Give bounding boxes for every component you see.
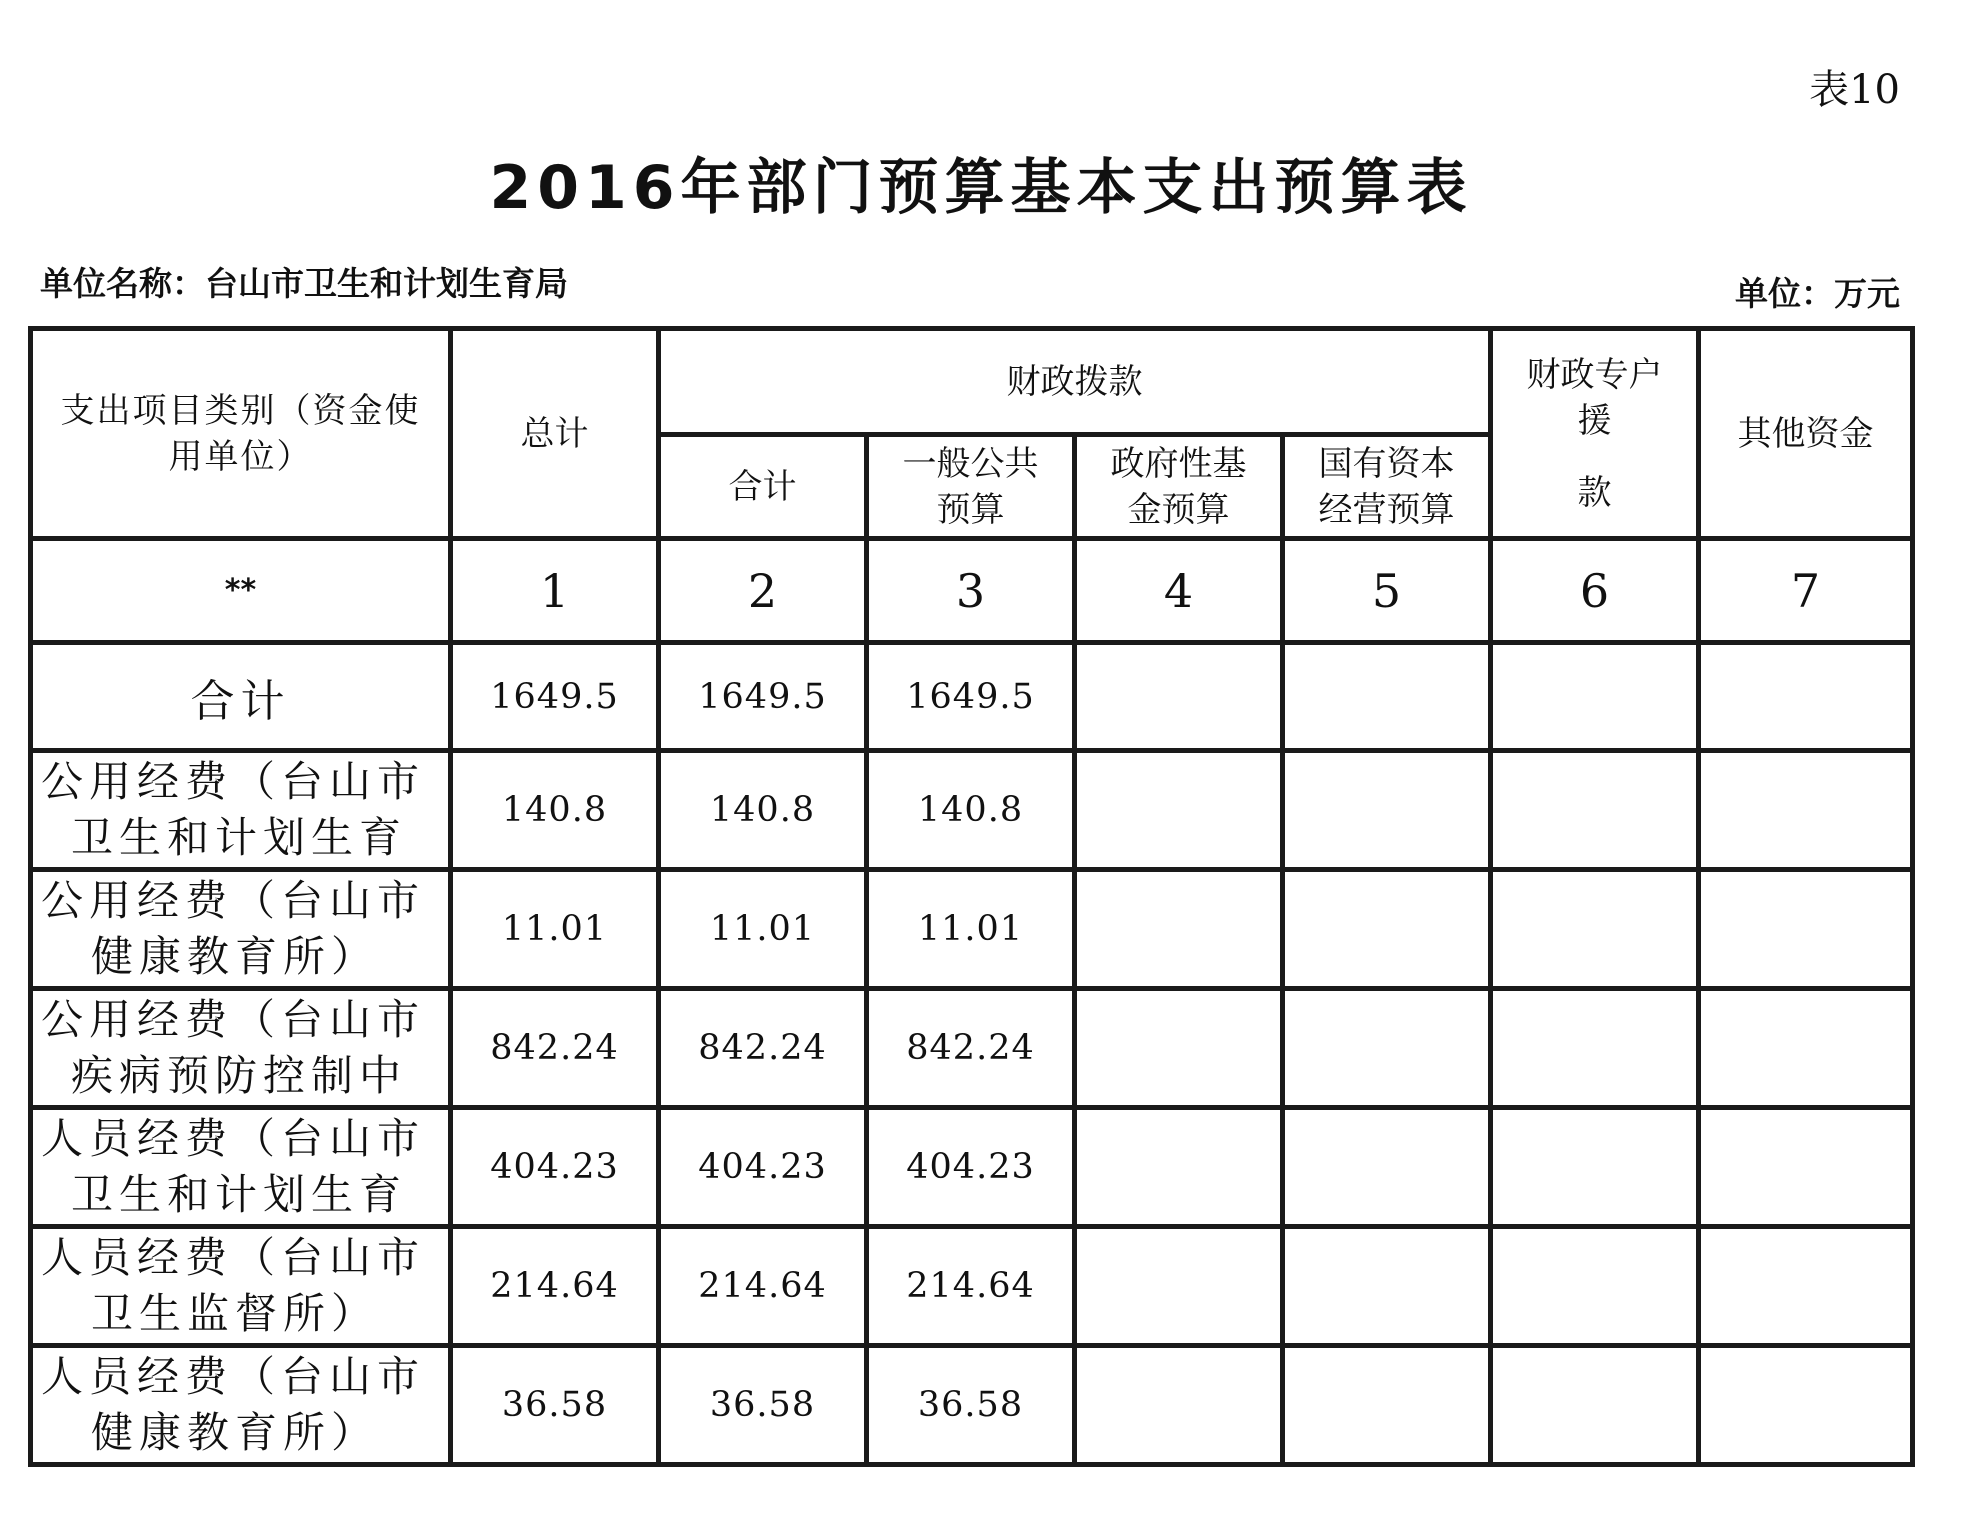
table-cell (1283, 751, 1491, 870)
table-cell: 214.64 (659, 1227, 867, 1346)
header-other-funds: 其他资金 (1699, 329, 1913, 539)
table-cell (1699, 1108, 1913, 1227)
table-cell: 36.58 (867, 1346, 1075, 1465)
table-cell: 842.24 (867, 989, 1075, 1108)
row-category-line1: 公用经费（台山市 (41, 995, 426, 1044)
table-cell (1075, 1346, 1283, 1465)
table-cell (1491, 751, 1699, 870)
total-row-label: 合计 (31, 643, 451, 751)
table-cell: 140.8 (659, 751, 867, 870)
header-state-capital-budget-line1: 国有资本 (1318, 443, 1455, 484)
index-cell: 3 (867, 539, 1075, 643)
table-row (31, 989, 1913, 1108)
table-cell (1491, 643, 1699, 751)
table-cell (1491, 1227, 1699, 1346)
index-row (31, 539, 1913, 643)
header-special-account-line3: 款 (1577, 472, 1612, 513)
table-cell (1075, 1227, 1283, 1346)
table-cell: 1649.5 (451, 643, 659, 751)
table-cell (1075, 1108, 1283, 1227)
table-cell (1283, 989, 1491, 1108)
table-cell: 842.24 (659, 989, 867, 1108)
table-cell: 404.23 (867, 1108, 1075, 1227)
table-row (31, 1227, 1913, 1346)
table-cell (1699, 643, 1913, 751)
table-cell (1283, 1346, 1491, 1465)
table-cell (1283, 1227, 1491, 1346)
header-special-account-line1: 财政专户 (1526, 354, 1663, 395)
table-cell: 1649.5 (659, 643, 867, 751)
table-row (31, 751, 1913, 870)
table-cell (1699, 870, 1913, 989)
header-fiscal-subtotal: 合计 (659, 435, 867, 539)
row-category (31, 870, 451, 989)
table-cell: 140.8 (867, 751, 1075, 870)
table-cell (1283, 870, 1491, 989)
table-cell (1283, 643, 1491, 751)
row-category-line1: 人员经费（台山市 (41, 1114, 426, 1163)
header-special-account-line2: 援 (1577, 400, 1612, 441)
header-category: 支出项目类别（资金使用单位） (31, 329, 451, 539)
total-row (31, 643, 1913, 751)
row-category-line2: 卫生和计划生育 (71, 813, 408, 862)
header-state-capital-budget-line2: 经营预算 (1318, 489, 1455, 530)
row-category-line1: 人员经费（台山市 (41, 1233, 426, 1282)
table-cell (1075, 870, 1283, 989)
index-cell: 1 (451, 539, 659, 643)
header-general-public-budget (867, 435, 1075, 539)
table-number: 表10 (1809, 67, 1900, 113)
row-category (31, 989, 451, 1108)
table-cell (1491, 989, 1699, 1108)
row-category (31, 1227, 451, 1346)
table-cell: 11.01 (867, 870, 1075, 989)
row-category-line1: 公用经费（台山市 (41, 757, 426, 806)
table-cell (1075, 989, 1283, 1108)
header-general-public-budget-line1: 一般公共 (902, 443, 1039, 484)
header-special-account (1491, 329, 1699, 539)
organization-name: 单位名称：台山市卫生和计划生育局 (40, 264, 568, 303)
row-category-line2: 疾病预防控制中 (71, 1051, 408, 1100)
index-cell: 5 (1283, 539, 1491, 643)
row-category-line2: 健康教育所） (91, 932, 380, 981)
row-category-line2: 健康教育所） (91, 1408, 380, 1457)
table-cell: 214.64 (867, 1227, 1075, 1346)
table-cell: 140.8 (451, 751, 659, 870)
row-category (31, 1108, 451, 1227)
table-cell (1699, 1346, 1913, 1465)
header-government-fund-budget-line1: 政府性基 (1110, 443, 1247, 484)
index-cell: 2 (659, 539, 867, 643)
table-cell (1699, 1227, 1913, 1346)
index-cell: 7 (1699, 539, 1913, 643)
page-title: 2016年部门预算基本支出预算表 (489, 153, 1473, 223)
row-category-line2: 卫生监督所） (91, 1289, 380, 1338)
index-cell: ** (31, 539, 451, 643)
index-cell: 4 (1075, 539, 1283, 643)
row-category-line1: 公用经费（台山市 (41, 876, 426, 925)
index-cell: 6 (1491, 539, 1699, 643)
row-category-line1: 人员经费（台山市 (41, 1352, 426, 1401)
table-cell: 11.01 (451, 870, 659, 989)
budget-table (28, 326, 1915, 1467)
table-cell: 11.01 (659, 870, 867, 989)
header-government-fund-budget-line2: 金预算 (1127, 489, 1230, 530)
table-cell: 404.23 (659, 1108, 867, 1227)
table-cell: 36.58 (451, 1346, 659, 1465)
table-row (31, 1108, 1913, 1227)
header-general-public-budget-line2: 预算 (936, 489, 1005, 530)
table-cell: 1649.5 (867, 643, 1075, 751)
table-cell: 842.24 (451, 989, 659, 1108)
header-government-fund-budget (1075, 435, 1283, 539)
table-cell (1075, 643, 1283, 751)
table-cell (1075, 751, 1283, 870)
table-cell (1491, 870, 1699, 989)
table-cell (1491, 1108, 1699, 1227)
table-cell: 404.23 (451, 1108, 659, 1227)
table-cell (1491, 1346, 1699, 1465)
header-fiscal-appropriation: 财政拨款 (659, 329, 1491, 435)
header-total: 总计 (451, 329, 659, 539)
table-cell: 214.64 (451, 1227, 659, 1346)
header-state-capital-budget (1283, 435, 1491, 539)
currency-unit: 单位：万元 (1735, 274, 1900, 313)
table-cell (1283, 1108, 1491, 1227)
row-category (31, 1346, 451, 1465)
row-category-line2: 卫生和计划生育 (71, 1170, 408, 1219)
table-cell: 36.58 (659, 1346, 867, 1465)
table-row (31, 870, 1913, 989)
table-cell (1699, 989, 1913, 1108)
row-category (31, 751, 451, 870)
table-cell (1699, 751, 1913, 870)
header-row-1 (31, 329, 1913, 435)
table-row (31, 1346, 1913, 1465)
